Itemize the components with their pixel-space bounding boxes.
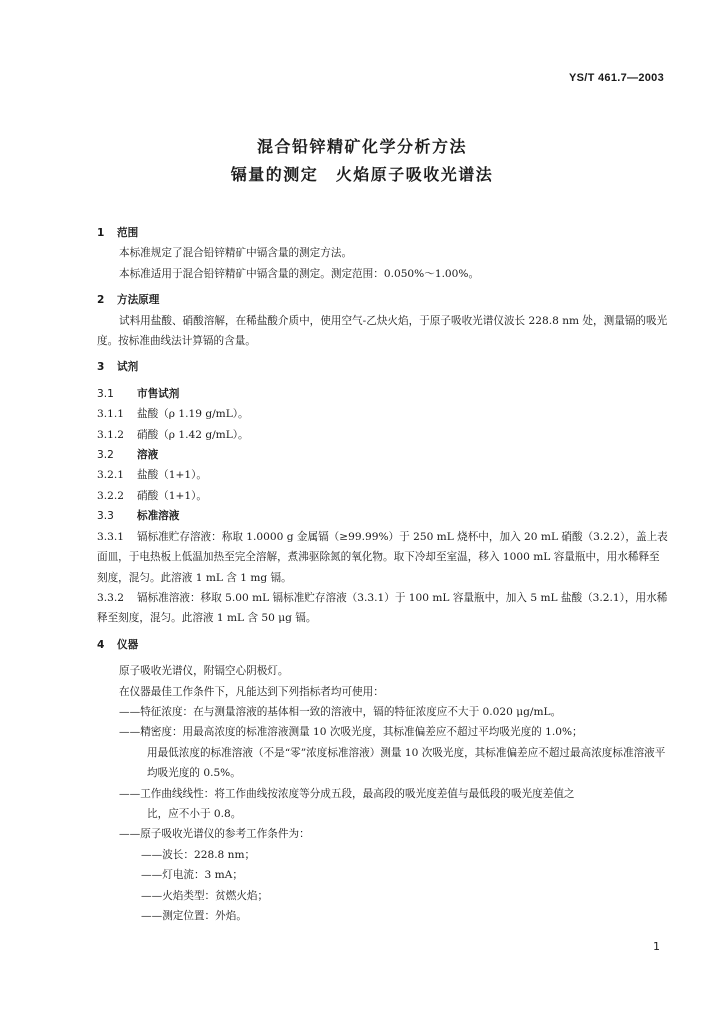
condition-wavelength: ——波长：228.8 nm； (141, 848, 256, 861)
section-4-para-1: 原子吸收光谱仪，附镉空心阴极灯。 (119, 665, 289, 678)
standard-code: YS/T 461.7—2003 (568, 72, 664, 84)
condition-flame-type: ——火焰类型：贫燃火焰； (141, 889, 269, 902)
section-3-2-heading: 3.2 溶液 (97, 449, 159, 462)
section-3-3-2: 3.3.2 镉标准溶液：移取 5.00 mL 镉标准贮存溶液（3.3.1）于 100 mL 容量瓶中，加入 5 mL 盐酸（3.2.1），用水稀释至刻度，混匀。此溶液 1 mL 含 50 μg 镉。 (97, 591, 668, 625)
section-4-heading: 4 仪器 (97, 638, 139, 651)
section-3-3-1: 3.3.1 镉标准贮存溶液：称取 1.0000 g 金属镉（≥99.99%）于 250 mL 烧杯中，加入 20 mL 硝酸（3.2.2），盖上表面皿，于电热板上低温加热至完全溶解，煮沸驱除氮的氧化物。取下冷却至室温，移入 1000 mL 容量瓶中，用水稀释至刻度，混匀。此溶液 1 mL 含 1 mg 镉。 (97, 530, 668, 584)
spec-precision-b: 用最低浓度的标准溶液（不是“零”浓度标准溶液）测量 10 次吸光度，其标准偏差应不超过最高浓度标准溶液平均吸光度的 0.5%。 (147, 746, 666, 780)
document-title-line2: 镉量的测定 火焰原子吸收光谱法 (230, 165, 494, 184)
spec-reference-conditions: ——原子吸收光谱仪的参考工作条件为： (119, 828, 310, 841)
page-number: 1 (653, 940, 660, 953)
spec-precision-a: ——精密度：用最高浓度的标准溶液测量 10 次吸光度，其标准偏差应不超过平均吸光度的 1.0%； (119, 726, 583, 739)
section-3-2-1: 3.2.1 盐酸（1+1）。 (97, 469, 208, 482)
section-2-para-1: 试料用盐酸、硝酸溶解，在稀盐酸介质中，使用空气-乙炔火焰，于原子吸收光谱仪波长 228.8 nm 处，测量镉的吸光度。按标准曲线法计算镉的含量。 (97, 314, 668, 348)
section-3-heading: 3 试剂 (97, 361, 139, 374)
section-2-heading: 2 方法原理 (97, 294, 160, 307)
section-3-1-2: 3.1.2 硝酸（ρ 1.42 g/mL）。 (97, 428, 249, 441)
section-1-para-2: 本标准适用于混合铅锌精矿中镉含量的测定。测定范围：0.050%～1.00%。 (119, 267, 480, 280)
section-1-para-1: 本标准规定了混合铅锌精矿中镉含量的测定方法。 (119, 247, 353, 260)
document-title-line1: 混合铅锌精矿化学分析方法 (256, 137, 467, 156)
section-3-2-2: 3.2.2 硝酸（1+1）。 (97, 489, 208, 502)
section-1-heading: 1 范围 (97, 227, 139, 239)
spec-linearity-a: ——工作曲线线性：将工作曲线按浓度等分成五段，最高段的吸光度差值与最低段的吸光度差值之 (119, 787, 575, 800)
spec-linearity-b: 比，应不小于 0.8。 (147, 807, 242, 820)
section-3-1-1: 3.1.1 盐酸（ρ 1.19 g/mL）。 (97, 408, 249, 421)
condition-position: ——测定位置：外焰。 (141, 910, 247, 922)
document-body (97, 223, 669, 926)
spec-characteristic-concentration: ——特征浓度：在与测量溶液的基体相一致的溶液中，镉的特征浓度应不大于 0.020 μg/mL。 (119, 705, 562, 718)
section-3-1-heading: 3.1 市售试剂 (97, 387, 180, 400)
condition-lamp-current: ——灯电流：3 mA； (141, 869, 243, 882)
section-3-3-heading: 3.3 标准溶液 (97, 510, 180, 523)
section-4-para-2: 在仪器最佳工作条件下，凡能达到下列指标者均可使用： (119, 685, 384, 698)
